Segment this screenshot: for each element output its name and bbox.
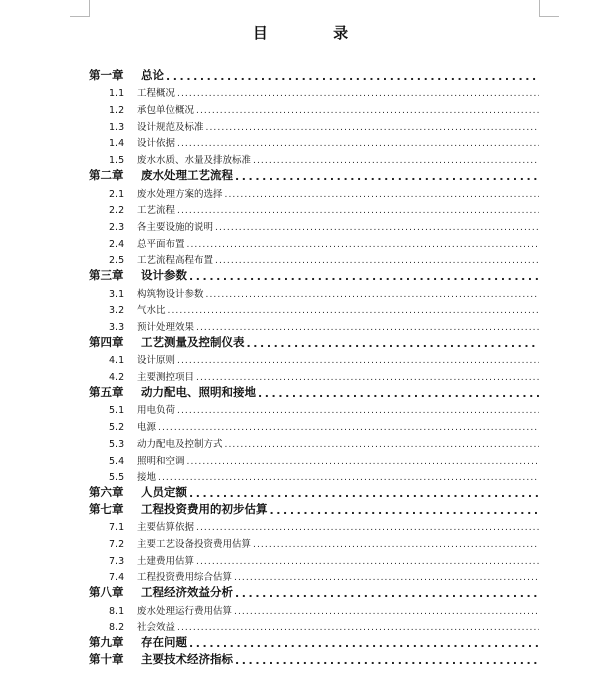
toc-section-entry[interactable] [0,233,601,250]
toc-entry-title: 主要估算依据 [137,522,195,534]
toc-entry-number: 8.2 [109,622,125,634]
toc-dot-leader [177,623,539,633]
toc-section-entry[interactable] [0,517,601,534]
toc-dot-leader [177,356,539,366]
toc-section-entry[interactable] [0,133,601,150]
toc-dot-leader [189,637,539,650]
toc-dot-leader [187,240,539,250]
toc-entry-number: 1.1 [109,88,125,100]
toc-section-entry[interactable] [0,83,601,100]
toc-entry-title: 预计处理效果 [137,322,195,333]
toc-dot-leader [177,206,539,216]
toc-entry-number: 3.3 [109,322,125,333]
toc-dot-leader [177,89,539,99]
toc-entry-number: 2.4 [109,238,125,250]
toc-entry-title: 工程经济效益分析 [141,585,233,599]
toc-entry-title: 废水处理工艺流程 [141,167,233,182]
toc-dot-leader [168,306,539,316]
toc-entry-title: 设计依据 [137,138,176,150]
toc-entry-number: 1.3 [109,121,125,133]
toc-entry-title: 废水水质、水量及排放标准 [137,155,252,167]
toc-entry-number: 7.4 [109,572,125,584]
toc-entry-number: 1.2 [109,105,125,117]
toc-entry-title: 工艺流程 [137,205,176,217]
toc-dot-leader [189,487,539,500]
toc-entry-title: 各主要设施的说明 [137,221,214,233]
toc-dot-leader [166,70,539,83]
toc-section-entry[interactable] [0,467,601,484]
toc-dot-leader [177,139,539,149]
toc-entry-number: 第七章 [89,501,124,516]
toc-section-entry[interactable] [0,366,601,383]
toc-chapter-entry[interactable] [0,500,601,517]
toc-entry-number: 3.2 [109,305,125,317]
toc-dot-leader [234,573,539,583]
toc-dot-leader [177,406,539,416]
toc-section-entry[interactable] [0,617,601,634]
toc-dot-leader [215,223,539,233]
toc-chapter-entry[interactable] [0,483,601,500]
toc-section-entry[interactable] [0,183,601,200]
toc-entry-number: 7.2 [109,538,125,550]
toc-entry-title: 工程投资费用综合估算 [137,572,233,584]
toc-section-entry[interactable] [0,283,601,300]
toc-entry-title: 总平面布置 [137,238,185,250]
toc-dot-leader [225,190,539,200]
toc-entry-title: 主要工艺设备投资费用估算 [137,538,252,550]
toc-dot-leader [206,123,539,133]
toc-entry-title: 社会效益 [137,622,176,634]
table-of-contents [0,66,601,667]
toc-entry-title: 人员定额 [141,484,187,499]
toc-section-entry[interactable] [0,250,601,267]
toc-entry-title: 动力配电及控制方式 [137,438,223,450]
toc-dot-leader [206,290,539,300]
toc-section-entry[interactable] [0,116,601,133]
toc-section-entry[interactable] [0,350,601,367]
toc-entry-title: 主要技术经济指标 [141,651,233,666]
toc-entry-title: 设计原则 [137,355,176,367]
toc-entry-title: 工程投资费用的初步估算 [141,501,268,516]
toc-entry-number: 8.1 [109,605,125,617]
toc-entry-title: 废水处理方案的选择 [137,188,223,200]
toc-chapter-entry[interactable] [0,266,601,283]
toc-entry-title: 设计参数 [141,267,187,282]
toc-entry-number: 第十章 [89,651,124,666]
toc-section-entry[interactable] [0,450,601,467]
crop-mark-top-left-vertical [89,0,90,16]
toc-entry-title: 工程概况 [137,88,176,100]
toc-entry-number: 1.4 [109,138,125,150]
toc-entry-title: 气水比 [137,305,166,317]
toc-entry-number: 5.5 [109,472,125,484]
toc-entry-title: 接地 [137,472,157,484]
toc-section-entry[interactable] [0,433,601,450]
toc-dot-leader [253,156,539,166]
toc-section-entry[interactable] [0,567,601,584]
toc-dot-leader [196,373,539,383]
toc-entry-title: 土建费用估算 [137,555,195,567]
toc-section-entry[interactable] [0,216,601,233]
toc-entry-number: 1.5 [109,155,125,167]
toc-section-entry[interactable] [0,400,601,417]
toc-section-entry[interactable] [0,149,601,166]
toc-dot-leader [234,607,539,617]
toc-dot-leader [247,337,540,350]
toc-entry-number: 2.1 [109,188,125,200]
toc-entry-title: 用电负荷 [137,405,176,417]
toc-entry-title: 动力配电、照明和接地 [141,384,256,399]
toc-entry-number: 4.1 [109,355,125,367]
toc-dot-leader [235,170,539,183]
toc-entry-number: 第一章 [89,67,124,82]
toc-entry-number: 2.3 [109,221,125,233]
toc-chapter-entry[interactable] [0,633,601,650]
toc-entry-title: 承包单位概况 [137,105,195,117]
toc-entry-number: 3.1 [109,288,125,300]
toc-entry-number: 第五章 [89,384,124,399]
toc-entry-title: 总论 [141,67,164,82]
page-title: 目 录 [252,24,379,42]
toc-chapter-entry[interactable] [0,333,601,350]
toc-entry-number: 2.5 [109,255,125,267]
toc-entry-title: 存在问题 [141,635,187,650]
toc-entry-number: 第八章 [89,585,124,599]
toc-entry-number: 第二章 [89,167,124,182]
toc-entry-title: 工艺流程高程布置 [137,255,214,267]
toc-chapter-entry[interactable] [0,650,601,667]
toc-dot-leader [158,423,539,433]
toc-entry-title: 设计规范及标准 [137,121,204,133]
toc-chapter-entry[interactable] [0,66,601,83]
toc-dot-leader [253,540,539,550]
toc-section-entry[interactable] [0,550,601,567]
toc-section-entry[interactable] [0,533,601,550]
toc-dot-leader [189,270,539,283]
crop-mark-top-left-horizontal [70,16,90,17]
toc-dot-leader [215,256,539,266]
toc-entry-number: 第三章 [89,267,124,282]
toc-dot-leader [258,387,539,400]
crop-mark-top-right-horizontal [539,16,559,17]
toc-section-entry[interactable] [0,600,601,617]
toc-entry-title: 废水处理运行费用估算 [137,605,233,617]
toc-entry-title: 工艺测量及控制仪表 [141,334,245,349]
toc-dot-leader [196,323,539,333]
toc-entry-number: 5.2 [109,422,125,434]
toc-dot-leader [235,654,539,667]
toc-entry-title: 照明和空调 [137,455,185,467]
toc-section-entry[interactable] [0,300,601,317]
toc-entry-title: 电源 [137,422,157,434]
toc-entry-number: 5.4 [109,455,125,467]
toc-dot-leader [225,440,539,450]
toc-entry-title: 主要测控项目 [137,372,195,384]
toc-dot-leader [196,106,539,116]
toc-entry-number: 第四章 [89,334,124,349]
toc-dot-leader [196,523,539,533]
toc-chapter-entry[interactable] [0,383,601,400]
toc-chapter-entry[interactable] [0,583,601,600]
toc-entry-number: 第六章 [89,484,124,499]
crop-mark-top-right-vertical [539,0,540,16]
toc-dot-leader [196,557,539,567]
toc-entry-title: 构筑物设计参数 [137,288,204,300]
toc-section-entry[interactable] [0,416,601,433]
toc-dot-leader [270,504,540,517]
toc-entry-number: 7.1 [109,522,125,534]
toc-entry-number: 7.3 [109,555,125,567]
toc-section-entry[interactable] [0,99,601,116]
toc-dot-leader [235,587,539,600]
toc-chapter-entry[interactable] [0,166,601,183]
toc-dot-leader [187,457,539,467]
toc-entry-number: 5.1 [109,405,125,417]
toc-entry-number: 5.3 [109,438,125,450]
toc-entry-number: 4.2 [109,372,125,384]
toc-section-entry[interactable] [0,316,601,333]
toc-dot-leader [158,473,539,483]
toc-entry-number: 2.2 [109,205,125,217]
toc-section-entry[interactable] [0,200,601,217]
toc-entry-number: 第九章 [89,635,124,650]
